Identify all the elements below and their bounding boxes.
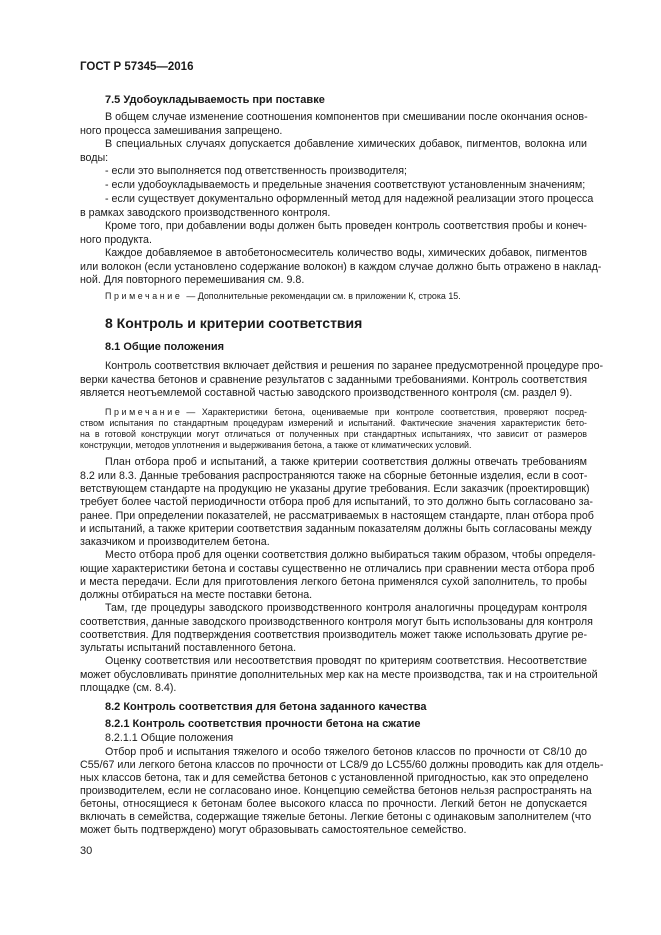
- text-line: и испытаний, а также критерии соответствия заданным показателям должны быть согласованы между: [80, 522, 592, 535]
- note-label: Примечание: [105, 406, 183, 417]
- document-header: ГОСТ Р 57345—2016: [80, 61, 194, 73]
- text-line: 8.2 или 8.3. Данные требования распространяются также на сборные бетонные изделия, если в соот-: [80, 469, 588, 482]
- subsection-heading: 8.2 Контроль соответствия для бетона заданного качества: [105, 701, 427, 713]
- text-line: План отбора проб и испытаний, а также критерии соответствия должны отвечать требованиям: [105, 456, 587, 469]
- note-text: — Характеристики бетона, оцениваемые при контроле соответствия, проверяют посред-: [186, 406, 587, 417]
- text-line: Оценку соответствия или несоответствия проводят по критериям соответствия. Несоответствие: [105, 655, 587, 668]
- text-line: - если существует документально оформленный метод для надежной реализации этого процесса: [105, 193, 594, 206]
- note-paragraph: [80, 291, 587, 302]
- subsection-heading: 7.5 Удобоукладываемость при поставке: [105, 94, 325, 106]
- text-line: в рамках заводского производственного контроля.: [80, 206, 331, 219]
- paragraph: [80, 193, 594, 220]
- text-line: ветствующем стандарте на продукцию не указаны другие требования. Если заказчик (проектировщик): [80, 482, 590, 495]
- text-line: ного процесса замешивания запрещено.: [80, 124, 283, 137]
- text-line: включать в семейства, содержащие тяжелые бетоны. Легкие бетоны с одинаковым заполнителем (что: [80, 810, 592, 823]
- note-label: Примечание: [105, 290, 183, 301]
- subsection-heading: 8.1 Общие положения: [105, 341, 225, 353]
- text-line: заказчиком и производителем бетона.: [80, 536, 270, 549]
- text-line: может обусловливать принятие дополнительных мер как на месте производства, так и на строительной: [80, 668, 598, 681]
- text-line: зультаты испытаний поставленного бетона.: [80, 642, 297, 655]
- text-line: является неотъемлемой составной частью заводского производственного контроля (см. раздел 9).: [80, 387, 573, 400]
- text-line: ранее. При определении показателей, не рассматриваемых в настоящем стандарте, план отбора проб: [80, 509, 594, 522]
- paragraph: [80, 111, 587, 138]
- subsection-heading: 8.2.1 Контроль соответствия прочности бетона на сжатие: [105, 718, 421, 730]
- text-line: соответствия, данные заводского производственного контроля могут быть использованы для контроля: [80, 615, 593, 628]
- paragraph: [80, 165, 587, 179]
- paragraph: [80, 456, 594, 549]
- text-line: или волокон (если установлено содержание волокон) в каждом случае должно быть отражено в наклад-: [80, 260, 602, 273]
- text-line: бетоны, относящиеся к бетонам более высокого класса по прочности. Легкий бетон не допускается: [80, 797, 587, 810]
- note-paragraph: [80, 407, 587, 451]
- text-line: [80, 407, 587, 418]
- text-line: [80, 291, 587, 302]
- text-line: Кроме того, при добавлении воды должен быть проведен контроль соответствия пробы и конеч-: [105, 220, 587, 233]
- page-number: 30: [80, 845, 93, 857]
- note-text: — Дополнительные рекомендации см. в приложении К, строка 15.: [186, 290, 461, 301]
- text-line: требует более частой периодичности отбора проб для испытаний, то это должно быть согласовано за-: [80, 496, 593, 509]
- text-line: В специальных случаях допускается добавление химических добавок, пигментов, волокна или: [105, 138, 587, 151]
- text-line: должны отбираться на месте поставки бетона.: [80, 589, 313, 602]
- text-line: Там, где процедуры заводского производственного контроля аналогичны процедурам контроля: [105, 602, 587, 615]
- text-line: Место отбора проб для оценки соответствия должно выбираться таким образом, чтобы определя-: [105, 549, 596, 562]
- text-line: и места передачи. Если для приготовления легкого бетона применялся сухой заполнитель, то пробы: [80, 575, 587, 588]
- paragraph: [80, 602, 593, 655]
- paragraph: [80, 179, 587, 193]
- text-line: С55/67 или легкого бетона классов по прочности от LC8/9 до LC55/60 должны проводить как для отдель-: [80, 758, 604, 771]
- text-line: воды:: [80, 151, 109, 164]
- text-line: может быть подтверждено) могут образовывать самостоятельное семейство.: [80, 823, 467, 836]
- section-heading: 8 Контроль и критерии соответствия: [105, 315, 363, 331]
- text-line: ной. Для повторного перемешивания см. 9.8.: [80, 274, 305, 287]
- text-line: В общем случае изменение соотношения компонентов при смешивании после окончания основ-: [105, 111, 588, 124]
- subsection-heading: 8.2.1.1 Общие положения: [105, 732, 234, 744]
- text-line: Отбор проб и испытания тяжелого и особо тяжелого бетонов классов по прочности от С8/10 до: [105, 745, 587, 758]
- text-line: - если удобоукладываемость и предельные значения соответствуют установленным значениям;: [105, 179, 586, 192]
- text-line: верки качества бетонов и сравнение результатов с заданными требованиями. Контроль соответствия: [80, 373, 587, 386]
- paragraph: [80, 549, 596, 602]
- paragraph: [80, 220, 587, 247]
- paragraph: [80, 655, 598, 695]
- paragraph: [80, 247, 602, 288]
- text-line: Каждое добавляемое в автобетоносмеситель количество воды, химических добавок, пигментов: [105, 247, 587, 260]
- text-line: ных классов бетона, так и для семейства бетонов с установленной пригодностью, как это определено: [80, 771, 589, 784]
- text-line: - если это выполняется под ответственность производителя;: [105, 165, 408, 178]
- text-line: Контроль соответствия включает действия и решения по заранее предусмотренной процедуре про-: [105, 360, 604, 373]
- text-line: ством испытания по стандартным процедурам измерений и испытаний. Фактические значения характеристик бето-: [80, 417, 587, 428]
- text-line: конструкции, методов уплотнения и выдерживания бетона, а также от климатических условий.: [80, 439, 472, 450]
- text-line: соответствия. Для подтверждения соответствия производитель может также использовать другие ре-: [80, 628, 587, 641]
- text-line: ного продукта.: [80, 233, 152, 246]
- text-line: на в готовой конструкции могут отличаться от полученных при стандартных испытаниях, что зависит от размеров: [80, 428, 587, 439]
- text-line: ющие характеристики бетона и составы существенно не отличались при сравнении места отбора проб: [80, 562, 595, 575]
- paragraph: [80, 360, 604, 401]
- text-line: производителем, если не согласовано иное. Концепцию семейства бетонов нельзя распространять на: [80, 784, 592, 797]
- text-line: площадке (см. 8.4).: [80, 681, 177, 694]
- paragraph: [80, 138, 587, 165]
- paragraph: [80, 745, 604, 837]
